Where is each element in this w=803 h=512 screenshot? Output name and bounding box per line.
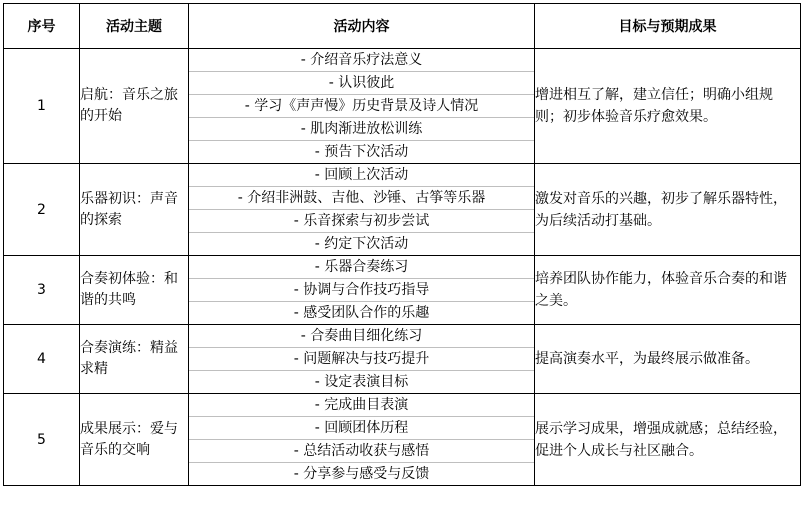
activity-item: - 乐器合奏练习	[189, 256, 534, 279]
row-theme: 合奏演练：精益求精	[80, 325, 189, 394]
row-theme: 成果展示：爱与音乐的交响	[80, 394, 189, 486]
table-row	[4, 49, 801, 164]
activity-item: - 预告下次活动	[314, 144, 409, 160]
row-goal: 培养团队协作能力，体验音乐合奏的和谐之美。	[535, 256, 801, 325]
row-activities	[189, 49, 535, 164]
row-theme: 乐器初识：声音的探索	[80, 164, 189, 256]
row-theme: 合奏初体验：和谐的共鸣	[80, 256, 189, 325]
activity-item: - 认识彼此	[189, 72, 534, 95]
row-goal: 激发对音乐的兴趣，初步了解乐器特性，为后续活动打基础。	[535, 164, 801, 256]
activity-item: - 介绍音乐疗法意义	[189, 49, 534, 72]
activity-item: - 完成曲目表演	[189, 394, 534, 417]
table-row	[4, 394, 801, 486]
activity-item: - 学习《声声慢》历史背景及诗人情况	[189, 95, 534, 118]
row-number: 3	[4, 256, 80, 325]
activity-item: - 问题解决与技巧提升	[189, 348, 534, 371]
header-content: 活动内容	[189, 4, 535, 49]
activity-item: - 协调与合作技巧指导	[189, 279, 534, 302]
activity-item: - 肌肉渐进放松训练	[189, 118, 534, 141]
row-activities	[189, 164, 535, 256]
row-number: 5	[4, 394, 80, 486]
activity-item: - 合奏曲目细化练习	[189, 325, 534, 348]
row-goal: 展示学习成果，增强成就感；总结经验，促进个人成长与社区融合。	[535, 394, 801, 486]
row-number: 1	[4, 49, 80, 164]
activity-item: - 总结活动收获与感悟	[189, 440, 534, 463]
activity-item: - 分享参与感受与反馈	[293, 466, 430, 482]
activity-item: - 介绍非洲鼓、吉他、沙锤、古筝等乐器	[189, 187, 534, 210]
activity-item: - 回顾团体历程	[189, 417, 534, 440]
row-goal: 提高演奏水平，为最终展示做准备。	[535, 325, 801, 394]
row-number: 2	[4, 164, 80, 256]
header-goal: 目标与预期成果	[535, 4, 801, 49]
header-theme: 活动主题	[80, 4, 189, 49]
activity-item: - 回顾上次活动	[189, 164, 534, 187]
header-number: 序号	[4, 4, 80, 49]
table-row	[4, 164, 801, 256]
table-row	[4, 256, 801, 325]
table-row	[4, 325, 801, 394]
row-number: 4	[4, 325, 80, 394]
row-activities	[189, 256, 535, 325]
activity-plan-table	[3, 3, 801, 486]
activity-item: - 约定下次活动	[314, 236, 409, 252]
activity-item: - 感受团队合作的乐趣	[293, 305, 430, 321]
activity-item: - 设定表演目标	[314, 374, 409, 390]
row-goal: 增进相互了解，建立信任；明确小组规则；初步体验音乐疗愈效果。	[535, 49, 801, 164]
row-activities	[189, 394, 535, 486]
activity-item: - 乐音探索与初步尝试	[189, 210, 534, 233]
row-theme: 启航：音乐之旅的开始	[80, 49, 189, 164]
header-row	[4, 4, 801, 49]
row-activities	[189, 325, 535, 394]
